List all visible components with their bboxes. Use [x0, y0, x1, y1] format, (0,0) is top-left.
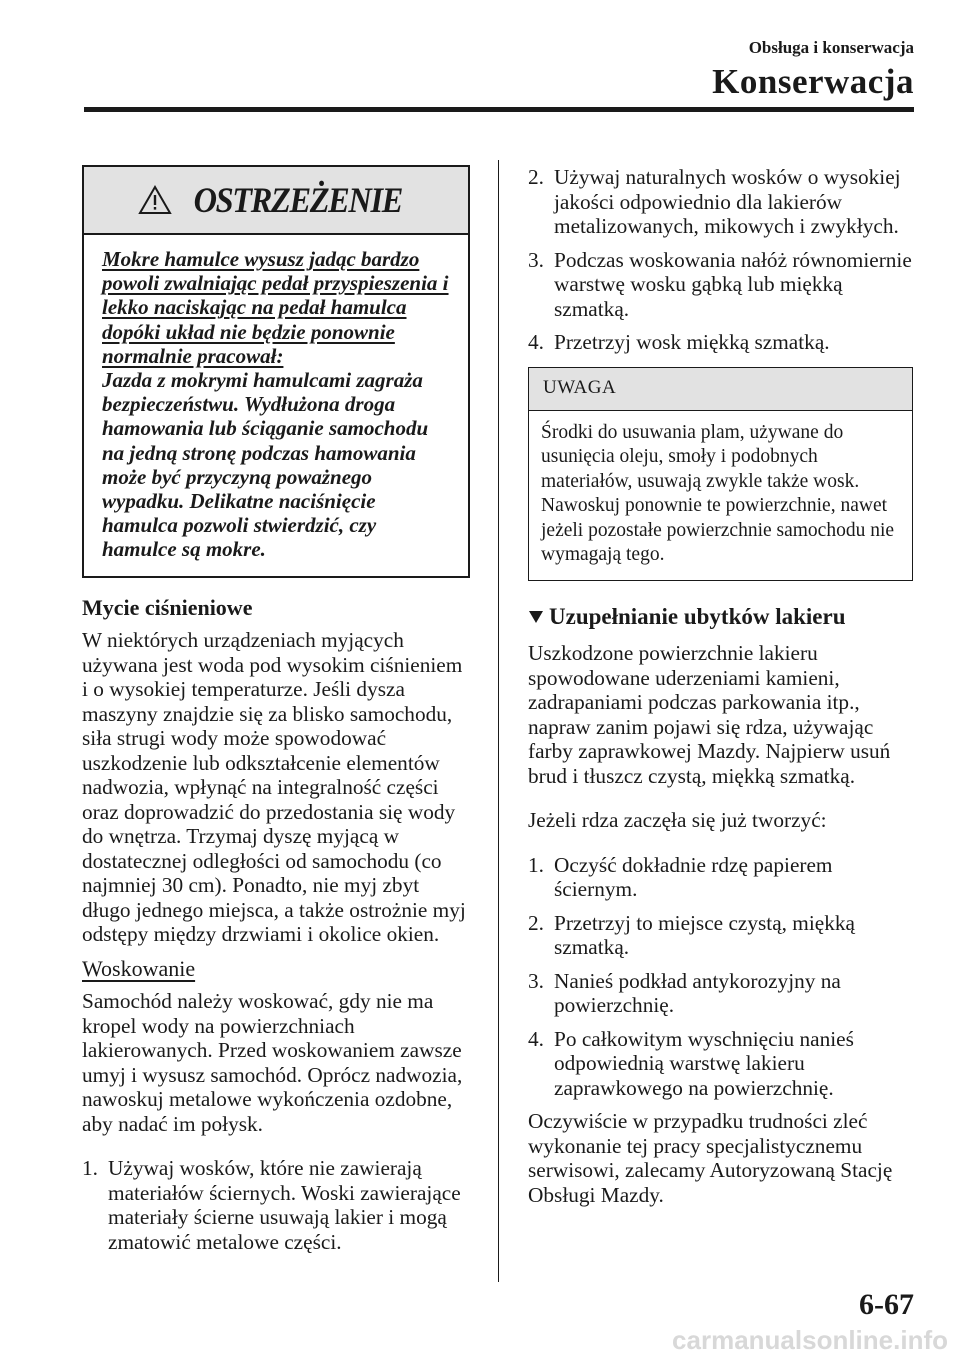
right-column — [528, 165, 913, 1215]
warning-box — [82, 165, 470, 578]
column-divider — [498, 160, 499, 1282]
step-text: Przetrzyj wosk miękką szmatką. — [554, 330, 830, 354]
rust-steps — [528, 853, 913, 1101]
waxing-steps-left — [82, 1156, 472, 1254]
note-text: Środki do usuwania plam, używane do usunięcia oleju, smoły i podobnych materiałów, usuwają zwykle także wosk. Nawoskuj ponownie te powierzchnie, nawet jeżeli pozostałe powierzchnie samochodu nie wymagają tego. — [541, 421, 895, 565]
closing-text: Oczywiście w przypadku trudności zleć wykonanie tej pracy specjalistycznemu serwisowi, zalecamy Autoryzowaną Stację Obsługi Mazdy. — [528, 1109, 893, 1207]
section-title: Uzupełnianie ubytków lakieru — [549, 603, 846, 629]
header-rule — [84, 107, 914, 112]
note-box — [528, 367, 913, 581]
rust-intro: Jeżeli rdza zaczęła się już tworzyć: — [528, 808, 827, 832]
warning-body — [84, 235, 468, 576]
list-item — [528, 911, 913, 960]
paint-touchup-heading — [528, 605, 913, 630]
step-number: 2. — [528, 910, 544, 935]
list-item — [528, 165, 913, 239]
step-text: Nanieś podkład antykorozyjny na powierzchnię. — [554, 968, 841, 1017]
page-number: 6-67 — [859, 1288, 914, 1321]
step-text: Podczas woskowania nałóż równomiernie warstwę wosku gąbką lub miękką szmatką. — [554, 247, 912, 321]
watermark: carmanualsonline.info — [672, 1325, 948, 1355]
pressure-washing-text: W niektórych urządzeniach myjących używana jest woda pod wysokim ciśnieniem i o wysokiej temperaturze. Jeśli dysza maszyny znajdzie się za blisko samochodu, siła strugi wody może spowodować uszkodzenie lub odkształcenie elementów nadwozia, wpłynąć na integralność części oraz doprowadzić do przedostania się wody do wnętrza. Trzymaj dyszę myjącą w dostatecznej odległości od samochodu (co najmniej 30 cm). Ponadto, nie myj zbyt długo jednego miejsca, a także ostrożnie myj odstępy między drzwiami i okolice okien. — [82, 628, 466, 947]
step-text: Używaj wosków, które nie zawierają materiałów ściernych. Woski zawierające materiały ścierne usuwają lakier i mogą zmatowić metalowe części. — [108, 1156, 461, 1254]
list-item — [528, 969, 913, 1018]
paint-touchup-intro: Uszkodzone powierzchnie lakieru spowodowane uderzeniami kamieni, zadrapaniami podczas parkowania itp., napraw zanim pojawi się rdza, używając farby zaprawkowej Mazdy. Najpierw usuń brud i tłuszcz czystą, miękką szmatką. — [528, 641, 891, 788]
waxing-heading: Woskowanie — [82, 955, 196, 981]
step-text: Oczyść dokładnie rdzę papierem ściernym. — [554, 852, 833, 901]
warning-header — [84, 167, 468, 235]
page-title: Konserwacja — [712, 62, 914, 101]
warning-title: OSTRZEŻENIE — [193, 179, 403, 220]
list-item — [528, 248, 913, 322]
section-label: Obsługa i konserwacja — [748, 38, 914, 57]
step-number: 2. — [528, 165, 544, 189]
list-item — [528, 1027, 913, 1101]
list-item — [528, 853, 913, 902]
step-number: 1. — [82, 1156, 98, 1181]
step-number: 3. — [528, 968, 544, 993]
warning-triangle-icon — [138, 185, 172, 215]
waxing-steps-right — [528, 165, 913, 355]
warning-instruction: Mokre hamulce wysusz jadąc bardzo powoli zwalniając pedał przyspieszenia i lekko naciskając na pedał hamulca dopóki układ nie będzie ponownie normalnie pracował: — [102, 247, 449, 368]
step-number: 4. — [528, 1026, 544, 1051]
step-number: 3. — [528, 247, 544, 272]
list-item — [82, 1156, 472, 1254]
warning-explanation: Jazda z mokrymi hamulcami zagraża bezpieczeństwu. Wydłużona droga hamowania lub ściąganie samochodu na jedną stronę podczas hamowania może być przyczyną poważnego wypadku. Delikatne naciśnięcie hamulca pozwoli stwierdzić, czy hamulce są mokre. — [102, 368, 429, 562]
pressure-washing-heading: Mycie ciśnieniowe — [82, 594, 253, 620]
left-column — [82, 165, 472, 1263]
step-number: 1. — [528, 852, 544, 877]
down-triangle-icon — [528, 610, 544, 624]
step-text: Używaj naturalnych wosków o wysokiej jakości odpowiednio dla lakierów metalizowanych, mikowych i zwykłych. — [554, 165, 901, 238]
note-title: UWAGA — [529, 368, 912, 411]
waxing-text: Samochód należy woskować, gdy nie ma kropel wody na powierzchniach lakierowanych. Przed woskowaniem zawsze umyj i wysusz samochód. Oprócz nadwozia, nawoskuj metalowe wykończenia ozdobne, aby nadać im połysk. — [82, 989, 463, 1136]
step-text: Po całkowitym wyschnięciu nanieś odpowiednią warstwę lakieru zaprawkowego na powierzchnię. — [554, 1026, 854, 1100]
list-item — [528, 330, 913, 355]
step-text: Przetrzyj to miejsce czystą, miękką szmatką. — [554, 910, 855, 959]
step-number: 4. — [528, 330, 544, 354]
